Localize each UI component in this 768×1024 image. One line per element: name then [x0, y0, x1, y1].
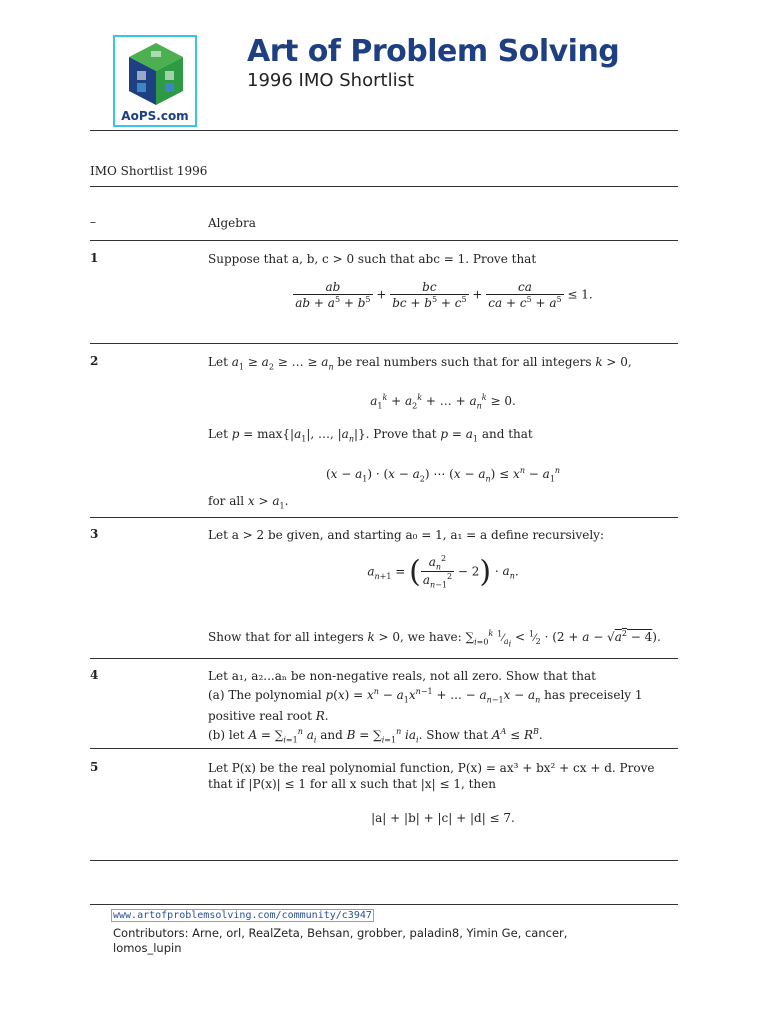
problem-2-statement: Let $p = \max\{|a_1|$, …, $|a_n|$}. Prove that $p = a_1$ and that	[208, 427, 533, 444]
problem-1-text	[208, 251, 678, 267]
problem-4-intro: Let a₁, a₂...aₙ be non-negative reals, not all zero. Show that that	[208, 669, 597, 683]
problem-4-text	[208, 668, 678, 749]
problem-3-intro: Let a > 2 be given, and starting a₀ = 1, a₁ = a define recursively:	[208, 528, 605, 542]
divider	[90, 130, 678, 131]
site-title: Art of Problem Solving	[247, 34, 620, 69]
problem-1-formula: $\frac{ab}{ab + a^5 + b^5}$ + $\frac{bc}{bc + b^5 + c^5}$ + $\frac{ca}{ca + c^5 + a^5}$ ≤ 1.	[295, 280, 593, 310]
problem-number: 5	[90, 760, 99, 774]
problem-5-formula: |a| + |b| + |c| + |d| ≤ 7.	[371, 811, 515, 825]
divider	[90, 658, 678, 659]
problem-4-part-a: (a) The polynomial $p(x) = x^n - a_1x^{n-1}$ + ... − $a_{n-1}x - a_n$ has preceisely 1 positive real root R.	[208, 687, 643, 724]
contributors: Contributors: Arne, orl, RealZeta, Behsan, grobber, paladin8, Yimin Ge, cancer, lomos_lupin	[113, 926, 568, 955]
problem-1-intro: Suppose that a, b, c > 0 such that abc = 1. Prove that	[208, 252, 537, 266]
document-subtitle: 1996 IMO Shortlist	[247, 70, 415, 91]
cube-logo-icon	[125, 41, 187, 109]
divider	[90, 240, 678, 241]
section-marker: –	[90, 215, 96, 229]
divider	[90, 517, 678, 518]
aops-logo[interactable]	[113, 35, 197, 127]
problem-3-statement: Show that for all integers k > 0, we have: $\sum_{i=0}^k$ $^1⁄_{a_i}$ < $^1⁄_2 \cdot (2 + a - √a^2 - 4)$.	[208, 629, 661, 649]
divider	[90, 343, 678, 344]
divider	[90, 186, 678, 187]
logo-text: AoPS.com	[121, 109, 189, 123]
divider	[90, 748, 678, 749]
problem-number: 1	[90, 251, 99, 265]
contest-title: IMO Shortlist 1996	[90, 164, 208, 178]
divider	[90, 904, 678, 905]
problem-number: 2	[90, 354, 99, 368]
problem-2-formula-2: $(x - a_1) \cdot (x - a_2)$ ⋯ $(x - a_n) \le x^n - a_1^n$	[325, 466, 561, 484]
problem-4-part-b: (b) let $A = \sum_{i=1}^n$ $a_i$ and $B = \sum_{i=1}^n$ $ia_i$. Show that $A^A \le R^B$.	[208, 727, 543, 745]
problem-number: 4	[90, 668, 99, 682]
problem-number: 3	[90, 527, 99, 541]
problem-2-intro: Let $a_1 \ge a_2$ ≥ … ≥ $a_n$ be real numbers such that for all integers k > 0,	[208, 355, 632, 372]
community-link[interactable]: www.artofproblemsolving.com/community/c3947	[113, 910, 372, 921]
problem-3-formula: $a_{n+1}$ = ( $\frac{a_n^2}{a_{n-1}^2}$ − $2) \cdot a_n$.	[367, 554, 519, 590]
section-name: Algebra	[208, 216, 256, 230]
divider	[90, 860, 678, 861]
problem-5-intro: Let P(x) be the real polynomial function, P(x) = ax³ + bx² + cx + d. Prove that if |P(x)| ≤ 1 for all x such that |x| ≤ 1, then	[208, 761, 655, 791]
problem-2-formula-1: $a_1^k + a_2^k$ + … + $a_n^k \ge 0$.	[370, 393, 516, 411]
problem-2-condition: for all $x > a_1$.	[208, 494, 289, 511]
